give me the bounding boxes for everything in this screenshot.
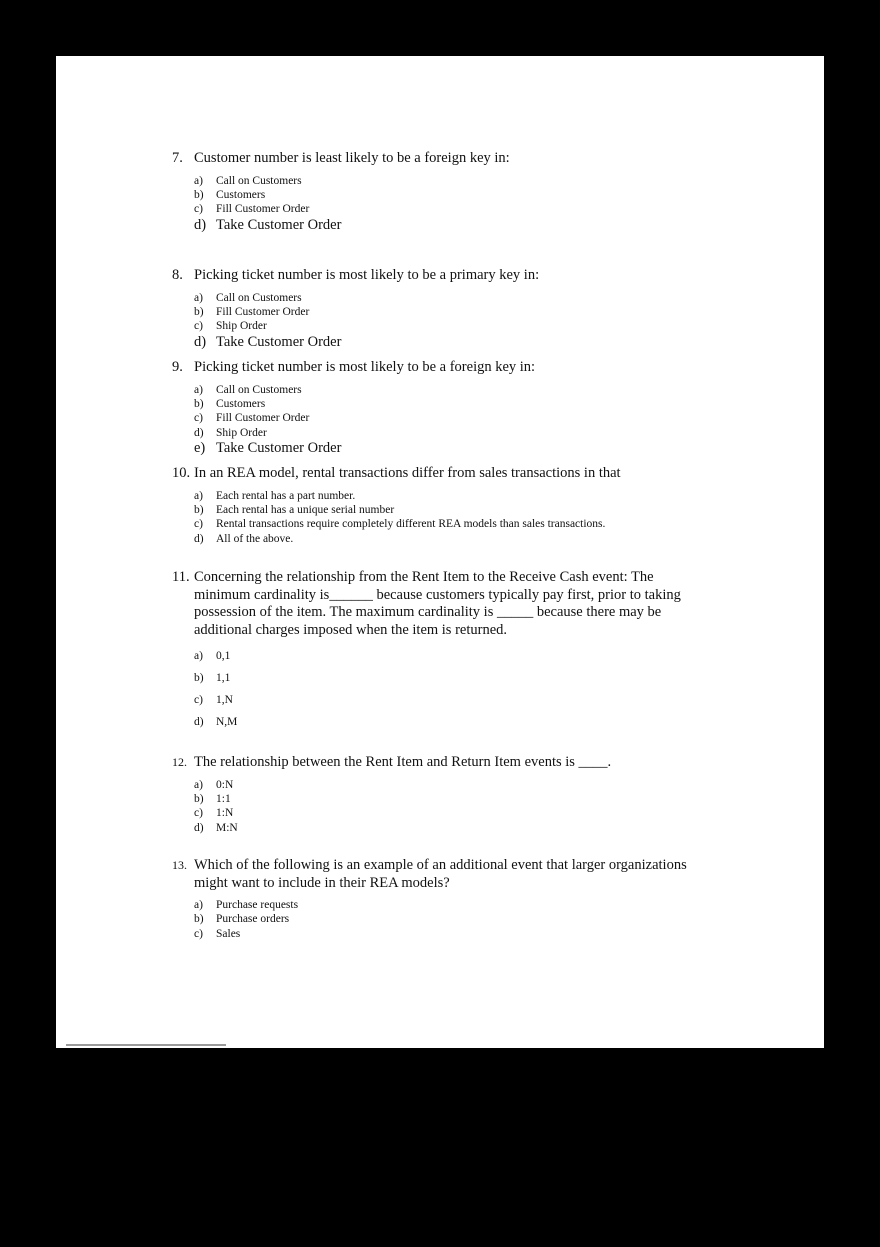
option-list <box>194 174 712 233</box>
question-number: 9. <box>172 359 183 375</box>
option-letter: c) <box>194 203 203 216</box>
option-letter: d) <box>194 532 204 545</box>
option-c <box>194 319 712 333</box>
option-letter: b) <box>194 188 204 201</box>
option-list <box>194 778 712 836</box>
option-text: All of the above. <box>216 532 294 545</box>
option-letter: a) <box>194 489 203 502</box>
question-text: Concerning the relationship from the Rent Item to the Receive Cash event: The minimum cardinality is______ because customers typically pay first, prior to taking possession of the item. The maximum cardinality is _____ because there may be additional charges imposed when the item is returned. <box>194 569 681 638</box>
option-text: N,M <box>216 716 238 728</box>
option-letter: a) <box>194 174 203 187</box>
option-b <box>194 188 712 202</box>
option-text: 1:1 <box>216 792 231 805</box>
option-letter: d) <box>194 716 204 728</box>
option-text: 1:N <box>216 807 234 820</box>
option-b <box>194 667 702 689</box>
option-d <box>194 334 712 350</box>
question-number: 10. <box>172 465 191 481</box>
option-a <box>194 778 712 792</box>
option-d <box>194 711 702 733</box>
option-letter: c) <box>194 807 203 820</box>
question-stem <box>172 150 712 168</box>
option-letter: d) <box>194 821 204 834</box>
question-text: The relationship between the Rent Item and Return Item events is ____. <box>194 754 612 770</box>
option-text: Take Customer Order <box>216 440 342 457</box>
option-b <box>194 305 712 319</box>
option-list <box>194 645 702 733</box>
option-letter: b) <box>194 792 204 805</box>
question-7 <box>172 150 712 233</box>
option-text: Call on Customers <box>216 291 302 304</box>
option-c <box>194 411 712 425</box>
document-page <box>56 56 824 1048</box>
footer-rule <box>66 1044 226 1046</box>
option-letter: c) <box>194 320 203 333</box>
question-text: In an REA model, rental transactions differ from sales transactions in that <box>194 465 621 481</box>
option-letter: c) <box>194 412 203 425</box>
option-b <box>194 912 702 926</box>
question-stem <box>172 359 712 377</box>
option-letter: b) <box>194 305 204 318</box>
option-text: Ship Order <box>216 426 267 439</box>
option-d <box>194 426 712 440</box>
option-text: 1,N <box>216 694 233 706</box>
question-stem <box>172 857 702 892</box>
option-letter: a) <box>194 650 203 662</box>
option-c <box>194 806 712 820</box>
question-10 <box>172 465 752 546</box>
option-letter: a) <box>194 899 203 911</box>
question-number: 7. <box>172 150 183 166</box>
option-c <box>194 202 712 216</box>
option-text: Sales <box>216 927 241 940</box>
option-text: Purchase orders <box>216 913 290 926</box>
option-text: Customers <box>216 188 266 201</box>
option-list <box>194 898 702 941</box>
option-text: 0:N <box>216 778 234 791</box>
option-a <box>194 645 702 667</box>
option-d <box>194 532 752 546</box>
option-letter: c) <box>194 927 203 940</box>
question-stem <box>172 569 702 639</box>
option-letter: a) <box>194 778 203 791</box>
question-stem <box>172 754 712 772</box>
option-letter: b) <box>194 503 204 516</box>
option-text: Fill Customer Order <box>216 203 310 216</box>
option-a <box>194 489 752 503</box>
option-letter: c) <box>194 694 203 706</box>
option-letter: d) <box>194 216 207 233</box>
option-letter: d) <box>194 426 204 439</box>
question-text: Picking ticket number is most likely to be a foreign key in: <box>194 359 536 375</box>
question-8 <box>172 267 712 350</box>
question-number: 13. <box>172 858 187 872</box>
option-letter: a) <box>194 383 203 396</box>
option-text: Rental transactions require completely different REA models than sales transactions. <box>216 518 606 531</box>
option-letter: d) <box>194 333 207 350</box>
option-text: Each rental has a unique serial number <box>216 503 395 516</box>
option-text: Fill Customer Order <box>216 412 310 425</box>
option-list <box>194 383 712 457</box>
option-c <box>194 517 752 531</box>
question-stem <box>172 267 712 285</box>
option-c <box>194 689 702 711</box>
option-b <box>194 397 712 411</box>
option-text: Customers <box>216 397 266 410</box>
option-a <box>194 174 712 188</box>
option-text: Each rental has a part number. <box>216 489 356 502</box>
option-text: Call on Customers <box>216 174 302 187</box>
question-13 <box>172 857 702 941</box>
question-number: 11. <box>172 569 190 585</box>
option-d <box>194 821 712 835</box>
question-stem <box>172 465 752 483</box>
option-text: Take Customer Order <box>216 216 342 233</box>
option-a <box>194 291 712 305</box>
question-text: Customer number is least likely to be a foreign key in: <box>194 150 510 166</box>
option-text: Ship Order <box>216 320 267 333</box>
option-text: 0,1 <box>216 650 231 662</box>
question-number: 8. <box>172 267 183 283</box>
option-letter: a) <box>194 291 203 304</box>
question-12 <box>172 754 712 835</box>
option-text: Purchase requests <box>216 899 299 911</box>
option-e <box>194 440 712 456</box>
option-list <box>194 291 712 350</box>
question-number: 12. <box>172 755 187 769</box>
option-a <box>194 383 712 397</box>
question-text: Which of the following is an example of an additional event that larger organizations might want to include in their REA models? <box>194 857 687 891</box>
option-b <box>194 503 752 517</box>
option-text: Take Customer Order <box>216 333 342 350</box>
option-text: M:N <box>216 821 238 834</box>
option-letter: b) <box>194 672 204 684</box>
option-text: Fill Customer Order <box>216 305 310 318</box>
question-9 <box>172 359 712 456</box>
option-list <box>194 489 752 547</box>
option-d <box>194 217 712 233</box>
option-b <box>194 792 712 806</box>
question-11 <box>172 569 702 733</box>
option-letter: b) <box>194 397 204 410</box>
option-letter: b) <box>194 913 204 926</box>
option-letter: c) <box>194 518 203 531</box>
question-text: Picking ticket number is most likely to be a primary key in: <box>194 267 540 283</box>
option-text: 1,1 <box>216 672 231 684</box>
option-text: Call on Customers <box>216 383 302 396</box>
option-letter: e) <box>194 440 206 457</box>
option-c <box>194 927 702 941</box>
option-a <box>194 898 702 912</box>
